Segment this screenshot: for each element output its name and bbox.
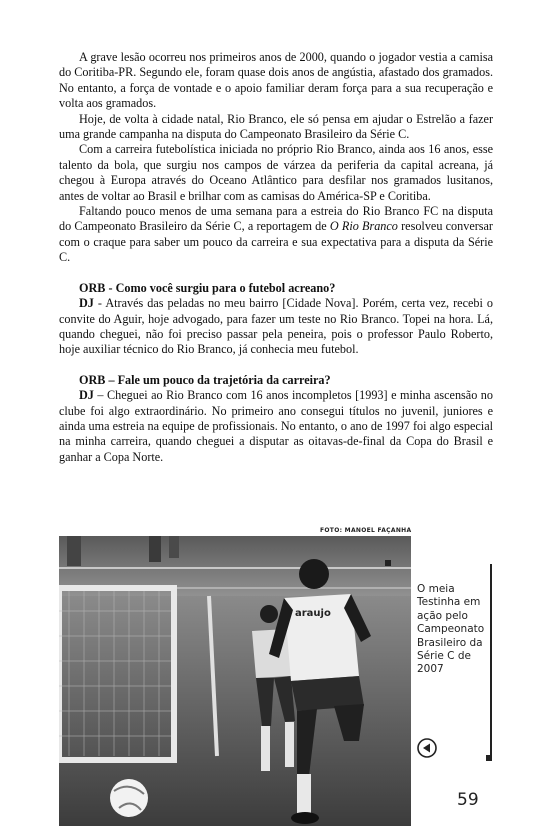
photo-caption: O meia Testinha em ação pelo Campeonato Brasileiro da Série C de 2007 [417,583,485,676]
caption-frame-marker [385,560,391,566]
interview-question: ORB – Fale um pouco da trajetória da carreira? [79,372,331,387]
page-number: 59 [457,790,479,810]
answer-label: DJ [79,388,94,403]
jersey-sponsor: araujo [295,608,331,619]
interview-answer [59,296,493,358]
article-body [59,50,493,465]
paragraph-text: Faltando pouco menos de uma semana para a estreia do Rio Branco FC na disputa do Campeonato Brasileiro da Série C, a reportagem de [59,204,493,234]
match-photo [59,536,411,826]
caption-frame-marker [486,755,492,761]
paragraph [59,204,493,266]
paragraph-text: resolveu conversar com o craque para saber um pouco da carreira e sua expectativa para a disputa da Série C. [59,219,493,265]
answer-text: - Através das peladas no meu bairro [Cidade Nova]. Porém, certa vez, recebi o convite do Aguir, hoje advogado, para fazer um teste no Rio Branco. Topei na hora. Lá, quando cheguei, não foi preciso passar pela peneira, pois o professor Paulo Roberto, hoje auxiliar técnico do Rio Branco, já conhecia meu futebol. [59,296,493,357]
interview-answer [59,388,493,465]
paragraph: A grave lesão ocorreu nos primeiros anos de 2000, quando o jogador vestia a camisa do Coritiba-PR. Segundo ele, foram quase dois anos de angústia, afastado dos gramados. No entanto, a força de vontade e o apoio familiar deram força para a sua recuperação e volta aos gramados. [59,50,493,111]
newspaper-name: O Rio Branco [329,219,398,234]
interview-question: ORB - Como você surgiu para o futebol acreano? [79,280,336,295]
paragraph: Com a carreira futebolística iniciada no próprio Rio Branco, ainda aos 16 anos, esse talento da bola, que surgiu nos campos de várzea da periferia da capital acreana, já chegou à Europa através do Oceano Atlântico para desfilar nos gramados lusitanos, antes de voltar ao Brasil e brilhar com as camisas do América-SP e Coritiba. [59,142,493,203]
match-photo-illustration [59,536,411,826]
caption-frame-line [490,564,492,758]
answer-text: – Cheguei ao Rio Branco com 16 anos incompletos [1993] e minha ascensão no clube foi algo extraordinário. No primeiro ano consegui títulos no juvenil, juniores e ainda uma estreia na equipe de profissionais. No entanto, o ano de 1997 foi algo especial na minha carreira, quando cheguei a disputar as oitavas-de-final da Copa do Brasil e ganhar a Copa Norte. [59,388,493,464]
paragraph: Hoje, de volta à cidade natal, Rio Branco, ele só pensa em ajudar o Estrelão a fazer uma grande campanha na disputa do Campeonato Brasileiro da Série C. [59,111,493,142]
answer-label: DJ [79,296,94,311]
arrow-left-icon [417,738,437,758]
photo-credit: FOTO: MANOEL FAÇANHA [320,527,412,534]
